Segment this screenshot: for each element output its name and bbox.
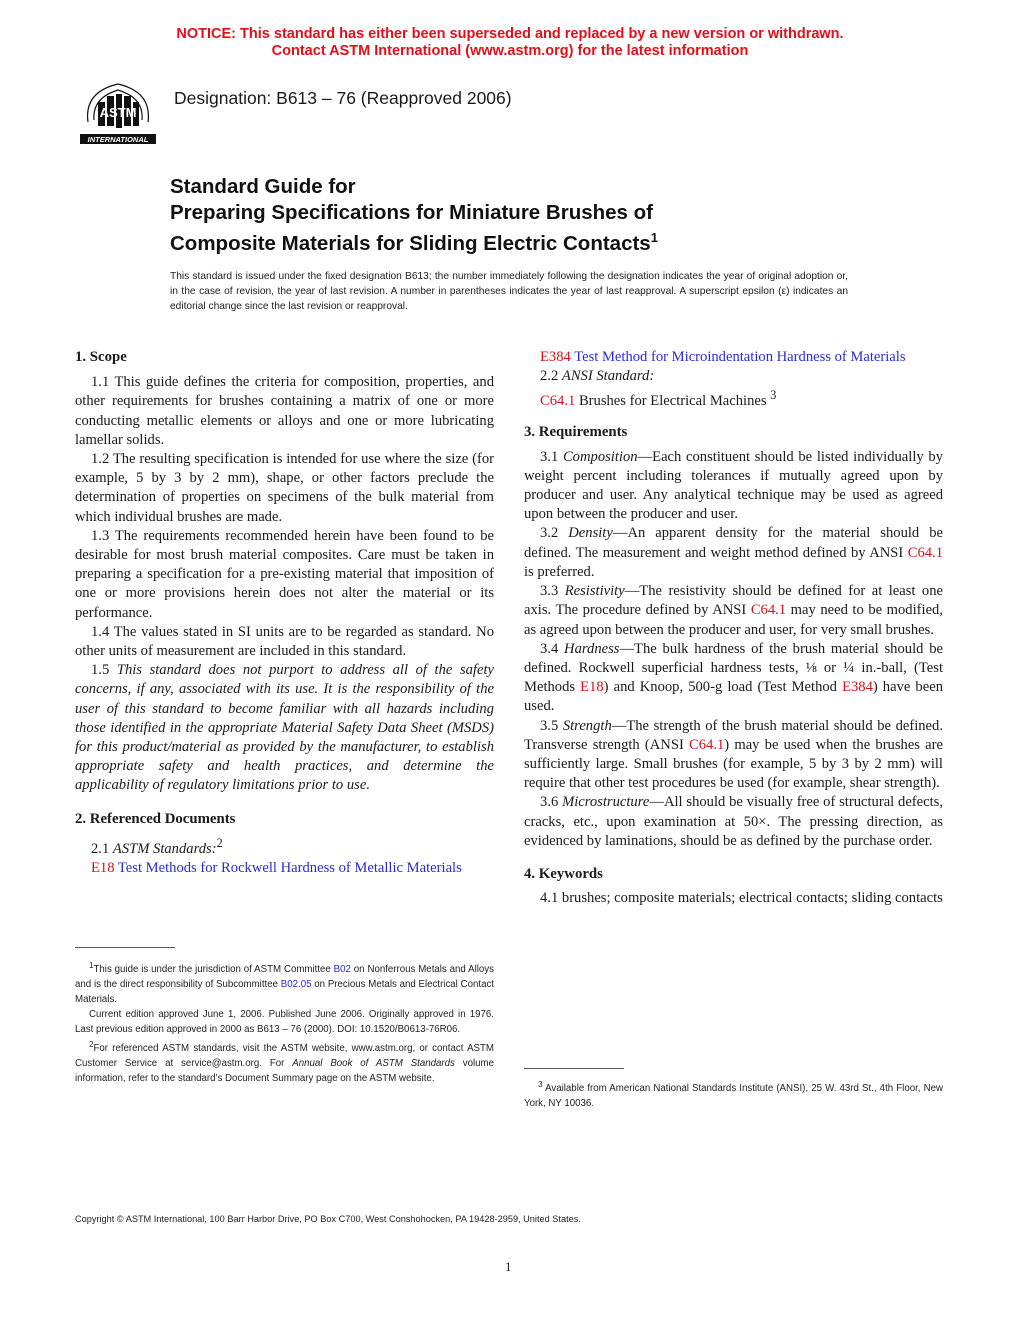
e18-code-link[interactable]: E18 [91, 859, 115, 876]
e384-code-link[interactable]: E384 [540, 349, 571, 365]
e384-title-link[interactable]: Test Method for Microindentation Hardness of Materials [574, 349, 906, 365]
req-3-6: 3.6 Microstructure—All should be visually free of structural defects, cracks, etc., upon examination at 50×. The pressing direction, as evidenced by laminations, should be as defined by the purchase order. [524, 794, 943, 849]
right-column [524, 348, 943, 908]
astm-standards-label: 2.1 ASTM Standards:$^2$ [91, 835, 223, 857]
req-3-4: 3.4 Hardness—The bulk hardness of the brush material should be defined. Rockwell superficial hardness tests, ⅛ or ¼ in.-ball, (Test Methods E18) and Knoop, 500-g load (Test Method E384) have been used. [524, 640, 943, 715]
footnotes-left [75, 958, 494, 1086]
b02-link[interactable]: B02 [333, 964, 351, 976]
footnote-3: $^3$ Available from American National Standards Institute (ANSI), 25 W. 43rd St., 4th Floor, New York, NY 10036. [524, 1080, 943, 1110]
issuance-note: This standard is issued under the fixed designation B613; the number immediately following the designation indicates the year of original adoption or, in the case of revision, the year of last revision. A number in parentheses indicates the year of last reapproval. A superscript epsilon (ε) indicates an editorial change since the last revision or reapproval. [170, 271, 848, 313]
footnotes-right [524, 1077, 943, 1111]
ref-e18[interactable] [91, 859, 494, 878]
footnote-1-current-edition: Current edition approved June 1, 2006. Published June 2006. Originally approved in 1976. Last previous edition approved in 2000 as B613 – 76 (2000). DOI: 10.1520/B0613-76R06. [75, 1009, 494, 1036]
b0205-link[interactable]: B02.05 [280, 979, 312, 991]
ref-c64-1: C64.1 Brushes for Electrical Machines $^3$ [540, 388, 777, 410]
astm-international-logo [74, 72, 162, 154]
c64-1-code-link[interactable]: C64.1 [540, 393, 576, 410]
ansi-standard-label: 2.2 ANSI Standard: [540, 368, 655, 385]
req-3-3: 3.3 Resistivity—The resistivity should be defined for at least one axis. The procedure defined by ANSI C64.1 may need to be modified, as agreed upon between the producer and user, for very small brushes. [524, 583, 943, 638]
refdocs-heading: 2. Referenced Documents [75, 810, 236, 827]
copyright: Copyright © ASTM International, 100 Barr Harbor Drive, PO Box C700, West Conshohocken, PA 19428-2959, United States. [75, 1214, 581, 1224]
footnote-2: $^2$For referenced ASTM standards, visit the ASTM website, www.astm.org, or contact ASTM Customer Service at service@astm.org. For Annual Book of ASTM Standards volume information, refer to the standard’s Document Summary page on the ASTM website. [75, 1040, 494, 1085]
scope-1-4: 1.4 The values stated in SI units are to be regarded as standard. No other units of measurement are included in this standard. [75, 623, 494, 660]
req-3-2: 3.2 Density—An apparent density for the material should be defined. The measurement and weight method defined by ANSI C64.1 is preferred. [524, 525, 943, 580]
notice-line-1: NOTICE: This standard has either been superseded and replaced by a new version or withdrawn. [176, 26, 844, 42]
c64-1-link[interactable]: C64.1 [750, 602, 787, 619]
title-line-3: Composite Materials for Sliding Electric Contacts$^1$ [170, 230, 658, 255]
scope-1-5: 1.5 This standard does not purport to address all of the safety concerns, if any, associated with its use. It is the responsibility of the user of this standard to become familiar with all hazards including those identified in the appropriate Material Safety Data Sheet (MSDS) for this product/material as provided by the manufacturer, to establish appropriate safety and health practices, and determine the applicability of regulatory limitations prior to use. [75, 662, 494, 794]
requirements-heading: 3. Requirements [524, 424, 628, 441]
title-footnote-mark[interactable]: 1 [650, 230, 658, 245]
c64-1-link[interactable]: C64.1 [689, 736, 725, 753]
e18-title-link[interactable]: Test Methods for Rockwell Hardness of Metallic Materials [117, 859, 462, 876]
keywords-text: 4.1 brushes; composite materials; electrical contacts; sliding contacts [540, 890, 943, 907]
document-title [170, 174, 658, 256]
req-3-5: 3.5 Strength—The strength of the brush material should be defined. Transverse strength (ANSI C64.1) may be used when the brushes are sufficiently large. Small brushes (for example, 5 by 3 by 2 mm) will require that other test procedures be used (for example, shear strength). [524, 717, 943, 792]
scope-1-1: 1.1 This guide defines the criteria for composition, properties, and other requirements for brushes containing a matrix of one or more conducting metallic elements or alloys and one or more lubricating lamellar solids. [75, 374, 494, 448]
title-line-1: Standard Guide for [170, 175, 356, 198]
designation: Designation: B613 – 76 (Reapproved 2006) [174, 88, 512, 108]
withdrawal-notice [0, 26, 1020, 60]
e18-link[interactable]: E18 [580, 679, 604, 696]
footnote-rule-right [524, 1068, 624, 1069]
ref-e384[interactable] [540, 348, 943, 367]
logo-text: ASTM [99, 105, 137, 120]
footnote-rule-left [75, 947, 175, 948]
logo-subtext: INTERNATIONAL [87, 135, 149, 144]
c64-1-link[interactable]: C64.1 [907, 544, 943, 561]
keywords-heading: 4. Keywords [524, 865, 603, 882]
scope-1-3: 1.3 The requirements recommended herein have been found to be desirable for most brush material composites. Care must be taken in preparing a specification for a pre-existing material that imposition of one or more provisions herein does not alter the material or its performance. [75, 527, 494, 621]
title-line-2: Preparing Specifications for Miniature Brushes of [170, 200, 653, 224]
scope-heading: 1. Scope [75, 349, 127, 365]
notice-line-2: Contact ASTM International (www.astm.org) for the latest information [271, 43, 749, 59]
left-column [75, 348, 494, 878]
scope-1-2: 1.2 The resulting specification is intended for use where the size (for example, 5 by 3 by 2 mm), shape, or other factors preclude the determination of properties on specimens of the bulk material from which individual brushes are made. [75, 451, 494, 525]
e384-link[interactable]: E384 [842, 679, 873, 696]
footnote-1: $^1$This guide is under the jurisdiction of ASTM Committee B02 on Nonferrous Metals and Alloys and is the direct responsibility of Subcommittee B02.05 on Precious Metals and Electrical Contact Materials. [75, 961, 494, 1006]
req-3-1: 3.1 Composition—Each constituent should be listed individually by weight percent including tolerances if mutually agreed upon by producer and user. Any analytical technique may be used as agreed upon between the producer and user. [524, 448, 943, 523]
page-number: 1 [505, 1259, 512, 1274]
